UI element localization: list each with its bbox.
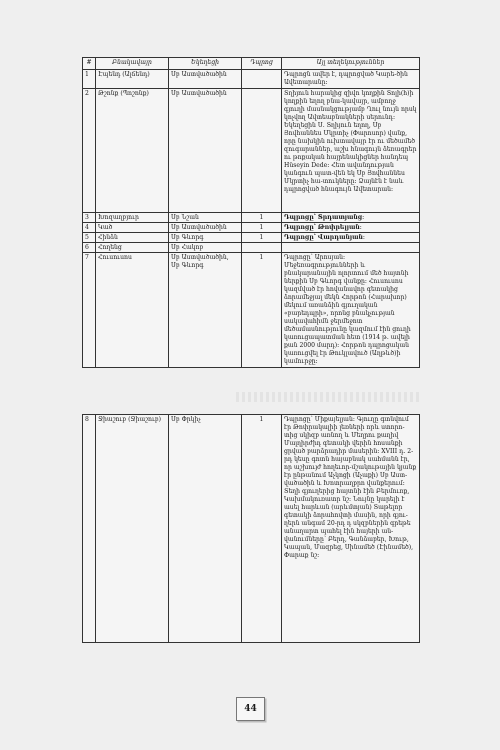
church-name: Սբ Աստվածածին bbox=[169, 70, 242, 89]
school-count: 1 bbox=[242, 415, 282, 643]
table-row bbox=[83, 243, 420, 253]
settlement-name: Թշոնք (Պոշոնք) bbox=[96, 89, 169, 213]
school-count: 1 bbox=[242, 213, 282, 223]
page-number bbox=[236, 697, 265, 721]
church-name: Սբ Աստվածածին bbox=[169, 89, 242, 213]
header-settlement: Բնակավայր bbox=[96, 58, 169, 70]
table-header-row bbox=[83, 58, 420, 70]
table-row bbox=[83, 223, 420, 233]
settlements-table bbox=[82, 57, 420, 368]
school-count bbox=[242, 243, 282, 253]
church-name: Սբ Աստվածածին bbox=[169, 223, 242, 233]
school-count bbox=[242, 89, 282, 213]
other-info: Տղիյուն հարակից զիվո կողքին Տոլի(հ)ի կողքին եղող բնա-կավայր, ամբողջ գյուղի մասնակցությամբ Ղուլ նույն որսկ կոչվող Ավտեաբնակների սերունդ։ Եկեղեցին Ս. Տղիյուն եղող, Սբ Յովհաննես Մկրտիչ (Փարոսոր) վանք, որը նախկին ուխտավայր էր ու մեծամեծ զուգարաններ, աշխ հնագույն ձեռագրեր ու թոքական հայրենակիցներ հանդեպ Hüseyin Dede։ Հետ ավանդության կանգուն պատ-վեն եկ Սբ Յովհաննես Մկրտիչ հա-տուկները։ Ձայնէն է նաև դպրոցված հնագույն Ավետարան։ bbox=[282, 89, 420, 213]
table-row bbox=[83, 213, 420, 223]
school-count bbox=[242, 70, 282, 89]
row-number: 4 bbox=[83, 223, 96, 233]
header-church: Եկեղեցի bbox=[169, 58, 242, 70]
row-number: 6 bbox=[83, 243, 96, 253]
settlement-name: Ջիաշուբ (Ջիաշուբ) bbox=[96, 415, 169, 643]
school-count: 1 bbox=[242, 233, 282, 243]
header-number: # bbox=[83, 58, 96, 70]
row-number: 2 bbox=[83, 89, 96, 213]
table-row bbox=[83, 253, 420, 367]
other-info bbox=[282, 243, 420, 253]
table-row bbox=[83, 415, 420, 643]
settlements-table-continued bbox=[82, 414, 420, 643]
row-number: 3 bbox=[83, 213, 96, 223]
row-number: 7 bbox=[83, 253, 96, 367]
church-name: Սբ Հակոբ bbox=[169, 243, 242, 253]
page-break-line bbox=[236, 392, 419, 402]
settlement-name: Հողենց bbox=[96, 243, 169, 253]
header-school: Դպրոց bbox=[242, 58, 282, 70]
other-info: Դպրոցը՝ Արոսյան։ Մեջեռագրությունների և բնակարանային ոլորտում մեծ հայտնի ներքին Սբ Գևորգ վանքը: Հուսուսոս կազմված էր հովանավոր գետակից ձորամեջյալ մեկն Հորթոն (Հարախոր) մեկում առանձին գյուղական «բարեդպրի», որոնց բնակչության սակավահիմն ջերմեջոտ մեծամասնությունը կազմում էին ցուղի կառուցապատման հետ (1914 թ. ավելի քան 2000 մարդ)։ Հորթոն դպրոցական կառուցվել էր Թուկլավուծ (Աղթևծ)ի կամուրջը։ bbox=[282, 253, 420, 367]
row-number: 1 bbox=[83, 70, 96, 89]
other-info: Դպրոցը՝ Միքայելյան։ Գյուղը գտնվում էր Թոփրակալիի լեռների որև ստորո-տից սկիզբ առնող և Մեղրու քաղիվ Մալղիրժիդ գետակի վերին հոսանքի ցրված բարձրադիր մասերին։ XVIII դ. 2-րդ կեսը գոտն հայաբնակ սահմանն էր, որ աշխույժ հողեւոր-մշակութային կյանք էր ընթանում Աչկոցի (Աչաքի) Սբ Աստ-վածածին և Խոտրաղբրո վանքերում։ Տեղի գյուղերից հայտնի էին Բերմուռք, Կախմակուռատր նշ։ Նույնը կարելի է ասել հարևան (արևմտյան) Տաթելոր գետակի ձորահովտի մասին, որի գյու-ղերն անգամ 20-րդ դ սկզբներին գրեթե անաղարտ պահել էին հայերի ան-վանումները՝ Բերդ, Գանձաբեր, Խութ, Կապան, Մազրեց, Սինամեծ (Էինամեծ), Փարաք նշ։ bbox=[282, 415, 420, 643]
header-other-info: Այլ տեղեկություններ bbox=[282, 58, 420, 70]
settlement-name: Կած bbox=[96, 223, 169, 233]
church-name: Սբ Աստվածածին, Սբ Գևորգ bbox=[169, 253, 242, 367]
settlement-name: Հուսուսոս bbox=[96, 253, 169, 367]
other-info: Դպրոցն ավեր է, դպրոցված Կարե-ծին Ավետարանը։ bbox=[282, 70, 420, 89]
settlement-name: Խոզաղբյուր bbox=[96, 213, 169, 223]
row-number: 5 bbox=[83, 233, 96, 243]
other-info: Դպրոցը՝ Վարդանյան։ bbox=[282, 233, 420, 243]
church-name: Սբ Փրկիչ bbox=[169, 415, 242, 643]
other-info: Դպրոցը՝ Թոփրելյան։ bbox=[282, 223, 420, 233]
page-number-text: 44 bbox=[244, 704, 257, 714]
school-count: 1 bbox=[242, 253, 282, 367]
settlement-name: Հինձն bbox=[96, 233, 169, 243]
table-row bbox=[83, 89, 420, 213]
settlement-name: Էպենդ (Ալճենդ) bbox=[96, 70, 169, 89]
table-row bbox=[83, 233, 420, 243]
row-number: 8 bbox=[83, 415, 96, 643]
other-info: Դպրոցը՝ Տրդատյանց։ bbox=[282, 213, 420, 223]
church-name: Սբ Գևորգ bbox=[169, 233, 242, 243]
school-count: 1 bbox=[242, 223, 282, 233]
table-row bbox=[83, 70, 420, 89]
church-name: Սբ Նշան bbox=[169, 213, 242, 223]
